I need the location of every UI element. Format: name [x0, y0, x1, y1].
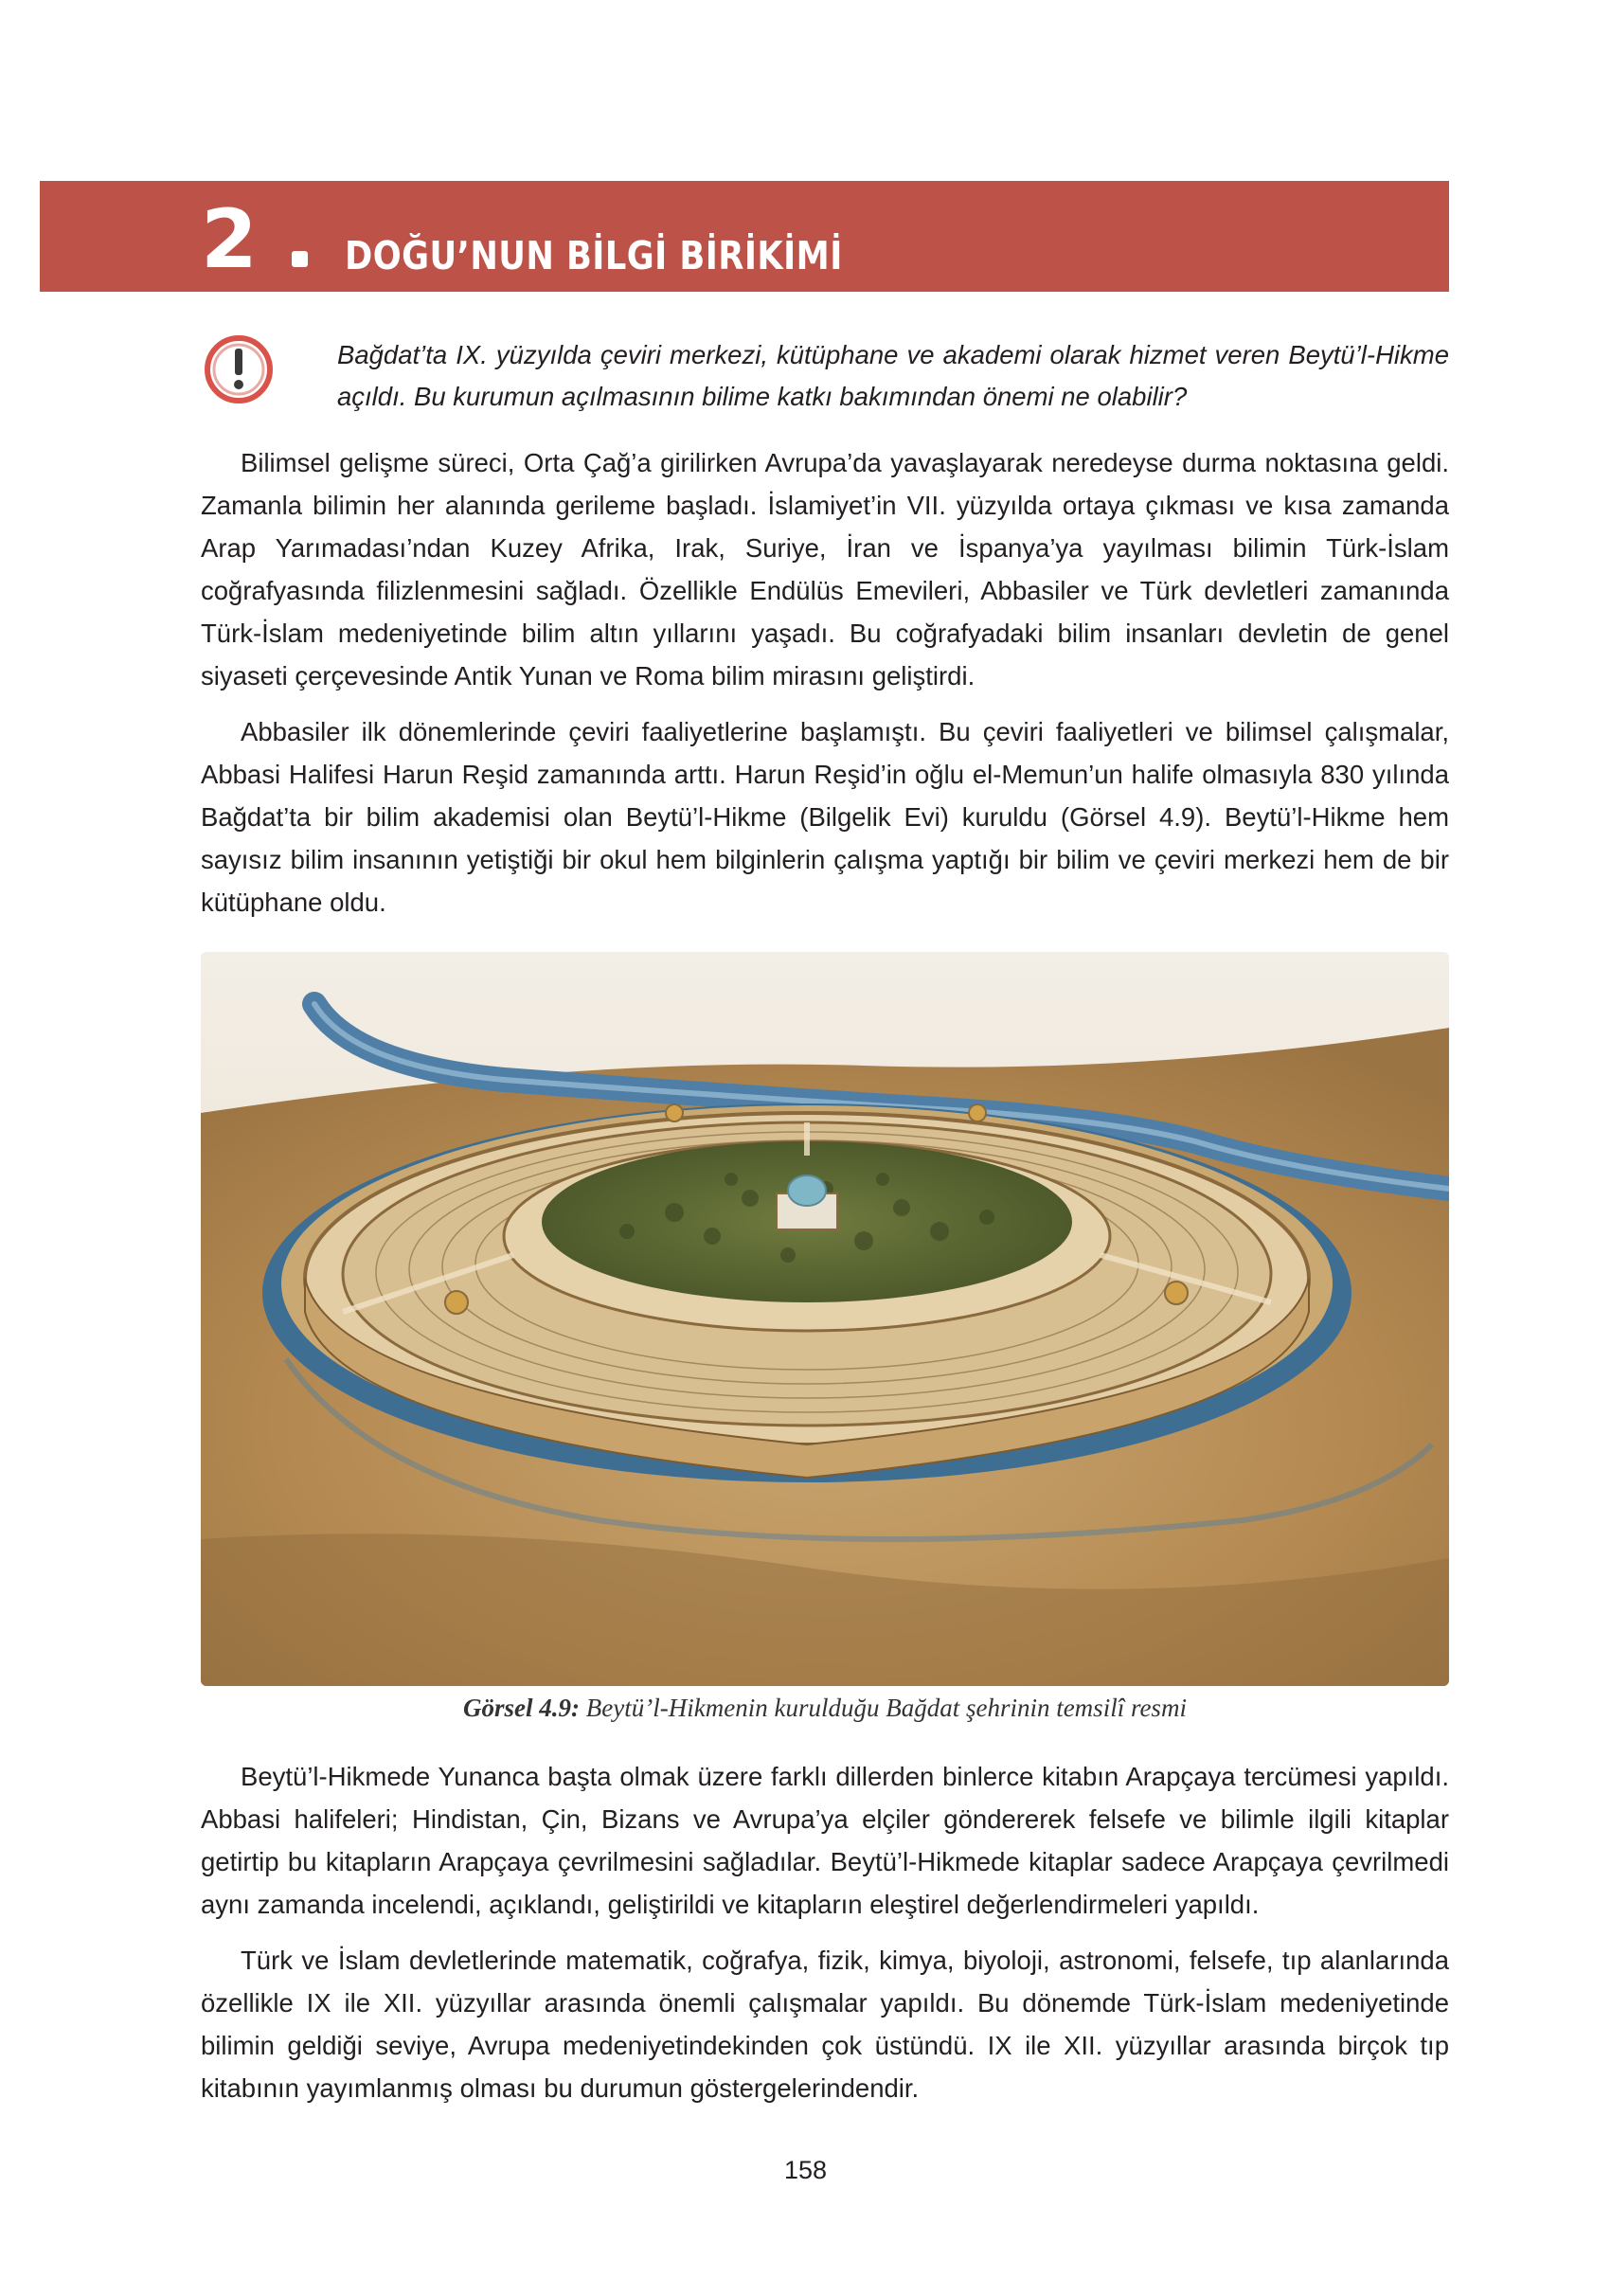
figure-caption-text: Beytü’l-Hikmenin kurulduğu Bağdat şehrinin temsilî resmi: [585, 1694, 1187, 1722]
paragraph-4: Türk ve İslam devletlerinde matematik, coğrafya, fizik, kimya, biyoloji, astronomi, felsefe, tıp alanlarında özellikle IX ile XII. yüzyıllar arasında önemli çalışmalar yapıldı. Bu dönemde Türk-İslam medeniyetinde bilimin geldiği seviye, Avrupa medeniyetindekinden çok üstündü. IX ile XII. yüzyıllar arasında birçok tıp kitabının yayımlanmış olması bu durumun göstergelerindendir.: [201, 1946, 1449, 2103]
exclamation-icon: [201, 332, 277, 407]
guiding-question: Bağdat’ta IX. yüzyılda çeviri merkezi, kütüphane ve akademi olarak hizmet veren Beytü’l-Hikme açıldı. Bu kurumun açılmasının bilime katkı bakımından önemi ne olabilir?: [337, 340, 1449, 411]
chapter-banner: [40, 181, 1449, 292]
paragraph-2: Abbasiler ilk dönemlerinde çeviri faaliyetlerine başlamıştı. Bu çeviri faaliyetleri ve bilimsel çalışmalar, Abbasi Halifesi Harun Reşid zamanında arttı. Harun Reşid’in oğlu el-Memun’un halife olmasıyla 830 yılında Bağdat’ta bir bilim akademisi olan Beytü’l-Hikme (Bilgelik Evi) kuruldu (Görsel 4.9). Beytü’l-Hikme hem sayısız bilim insanının yetiştiği bir okul hem bilginlerin çalışma yaptığı bir bilim ve çeviri merkezi hem de bir kütüphane oldu.: [201, 717, 1449, 917]
section-number: 2: [201, 192, 256, 287]
section-title: DOĞU’NUN BİLGİ BİRİKİMİ: [345, 233, 843, 278]
figure-caption: [201, 1689, 1449, 1727]
baghdad-illustration: [201, 952, 1449, 1686]
paragraph-1: Bilimsel gelişme süreci, Orta Çağ’a girilirken Avrupa’da yavaşlayarak neredeyse durma noktasına geldi. Zamanla bilimin her alanında gerileme başladı. İslamiyet’in VII. yüzyılda ortaya çıkması ve kısa zamanda Arap Yarımadası’ndan Kuzey Afrika, Irak, Suriye, İran ve İspanya’ya yayılması bilimin Türk-İslam coğrafyasında filizlenmesini sağladı. Özellikle Endülüs Emevileri, Abbasiler ve Türk devletleri zamanında Türk-İslam medeniyetinde bilim altın yıllarını yaşadı. Bu coğrafyadaki bilim insanları devletin de genel siyaseti çerçevesinde Antik Yunan ve Roma bilim mirasını geliştirdi.: [201, 448, 1449, 691]
page-number: 158: [783, 2156, 828, 2184]
paragraph-3: Beytü’l-Hikmede Yunanca başta olmak üzere farklı dillerden binlerce kitabın Arapçaya tercümesi yapıldı. Abbasi halifeleri; Hindistan, Çin, Bizans ve Avrupa’ya elçiler göndererek felsefe ve bilimle ilgili kitaplar getirtip bu kitapların Arapçaya çevrilmesini sağladılar. Beytü’l-Hikmede kitaplar sadece Arapçaya çevrilmedi aynı zamanda incelendi, açıklandı, geliştirildi ve kitapların eleştirel değerlendirmeleri yapıldı.: [201, 1762, 1449, 1919]
figure-label: Görsel 4.9:: [463, 1694, 581, 1722]
section-number-dot: [292, 251, 308, 267]
